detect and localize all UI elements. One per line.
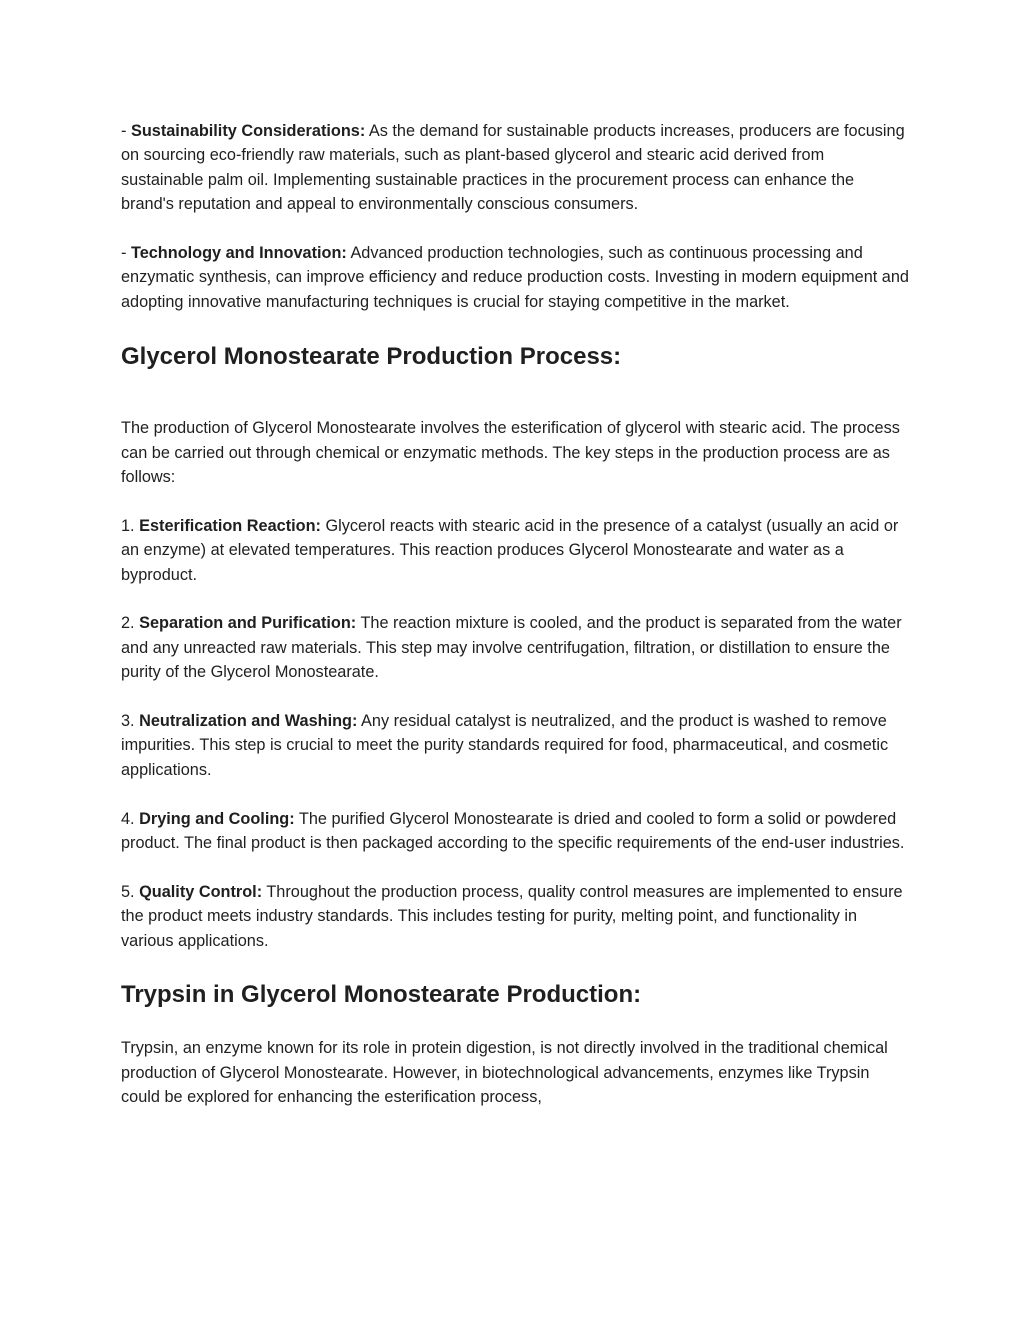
process-step-5 xyxy=(121,880,911,953)
step-label: Neutralization and Washing: xyxy=(139,712,358,731)
item-text: Advanced production technologies, such as continuous processing and enzymatic synthesis, can improve efficiency and reduce production costs. Investing in modern equipment and adopting innovative manufacturing techniques is crucial for staying competitive in the market. xyxy=(121,244,909,311)
step-text: The purified Glycerol Monostearate is dried and cooled to form a solid or powdered product. The final product is then packaged according to the specific requirements of the end-user industries. xyxy=(121,809,905,853)
item-label: Sustainability Considerations: xyxy=(130,122,366,140)
step-number: 2. xyxy=(121,614,140,633)
intro-item-sustainability xyxy=(121,119,911,217)
step-label: Esterification Reaction: xyxy=(139,516,321,535)
process-step-1 xyxy=(121,514,911,587)
step-text: Glycerol reacts with stearic acid in the presence of a catalyst (usually an acid or an enzyme) at elevated temperatures. This reaction produces Glycerol Monostearate and water as a byproduct. xyxy=(121,516,899,584)
item-prefix: - xyxy=(121,244,131,263)
step-number: 1. xyxy=(121,516,140,535)
trypsin-paragraph: Trypsin, an enzyme known for its role in protein digestion, is not directly involved in the traditional chemical production of Glycerol Monostearate. However, in biotechnological advancements, enzymes like Trypsin could be explored for enhancing the esterification process, xyxy=(121,1039,888,1106)
step-label: Quality Control: xyxy=(139,882,263,901)
item-text: As the demand for sustainable products increases, producers are focusing on sourcing eco-friendly raw materials, such as plant-based glycerol and stearic acid derived from sustainable palm oil. Implementing sustainable practices in the procurement process can enhance the brand's reputation and appeal to environmentally conscious consumers. xyxy=(121,122,905,214)
section-heading-production-process: Glycerol Monostearate Production Process: xyxy=(121,343,622,371)
step-text: The reaction mixture is cooled, and the product is separated from the water and any unreacted raw materials. This step may involve centrifugation, filtration, or distillation to ensure the purity of the Glycerol Monostearate. xyxy=(121,614,902,682)
step-label: Separation and Purification: xyxy=(139,614,357,633)
step-label: Drying and Cooling: xyxy=(139,809,295,828)
step-text: Throughout the production process, quality control measures are implemented to ensure the product meets industry standards. This includes testing for purity, melting point, and functionality in various applications. xyxy=(121,882,903,950)
step-number: 5. xyxy=(121,882,140,901)
section-heading-trypsin: Trypsin in Glycerol Monostearate Production: xyxy=(121,981,642,1009)
process-step-2 xyxy=(121,611,911,684)
document-page xyxy=(121,119,911,1109)
item-label: Technology and Innovation: xyxy=(130,244,347,263)
process-step-4 xyxy=(121,807,911,856)
step-text: Any residual catalyst is neutralized, and the product is washed to remove impurities. This step is crucial to meet the purity standards required for food, pharmaceutical, and cosmetic applications. xyxy=(121,712,889,779)
process-intro: The production of Glycerol Monostearate involves the esterification of glycerol with stearic acid. The process can be carried out through chemical or enzymatic methods. The key steps in the production process are as follows: xyxy=(121,419,900,487)
process-step-3 xyxy=(121,709,911,782)
step-number: 4. xyxy=(121,809,140,828)
item-prefix: - xyxy=(121,122,131,140)
step-number: 3. xyxy=(121,712,140,731)
intro-item-technology xyxy=(121,241,911,314)
